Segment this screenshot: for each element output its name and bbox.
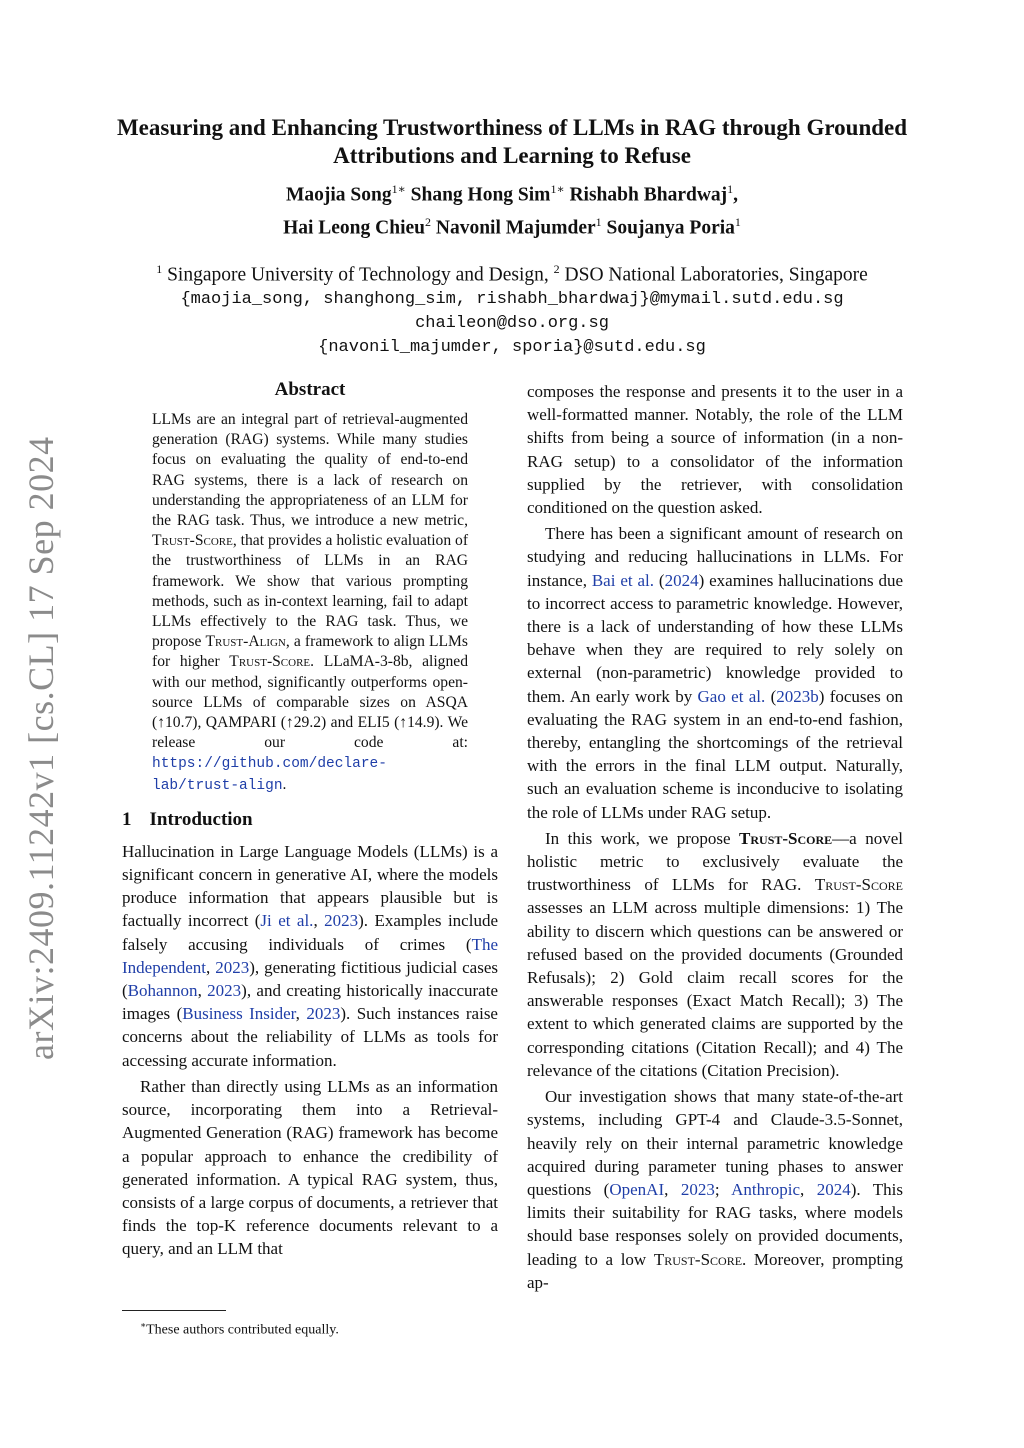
body-text: examines hallucinations due to incorrect access to parametric knowledge. However, there is a lack of understanding of how these LLMs behave when they are required to rely solely on external (non-parametric) knowledge provided to them. An early work by (527, 570, 903, 706)
footnote-text: These authors contributed equally. (146, 1322, 339, 1338)
author-name: Hai Leong Chieu (283, 217, 425, 238)
trust-score-term: Trust-Score (814, 875, 903, 895)
trust-align-term: Trust-Align (205, 633, 286, 651)
intro-paragraph-2: Rather than directly using LLMs as an information source, incorporating them into a Retrieval-Augmented Generation (RAG) framework has become a popular approach to enhance the credibility of generated information. A typical RAG system, thus, consists of a large corpus of documents, a retriever that finds the top-K reference documents relevant to a query, and an LLM that (122, 1076, 498, 1259)
paper-header (110, 114, 914, 360)
citation-link[interactable]: Anthropic (731, 1179, 801, 1199)
right-paragraph-4: Our investigation shows that many state-of-the-art systems, including GPT-4 and Claude-3.5-Sonnet, heavily rely on their internal parametric knowledge acquired during parameter tuning phases to answer questions (OpenAI, 2023; Anthropic, 2024). This limits their suitability for RAG tasks, where models should base responses solely on provided documents, leading to a low Trust-Score. Moreover, prompting ap- (527, 1087, 904, 1292)
body-text: —a novel holistic metric to exclusively evaluate the trustworthiness of LLMs for RAG. (527, 828, 903, 895)
affiliation-marker: 2 (553, 262, 560, 276)
body-text: ; (714, 1179, 732, 1199)
left-column (122, 378, 498, 1261)
email-line[interactable]: chaileon@dso.org.sg (415, 313, 609, 333)
abstract-text: . LLaMA-3-8b, aligned with our method, significantly outperforms open-source LLMs of comparable sizes on ASQA (↑10.7), QAMPARI (↑29.2) and ELI5 (↑14.9). We release our code at: (152, 653, 468, 752)
arxiv-identifier-stamp: arXiv:2409.11242v1 [cs.CL] 17 Sep 2024 (21, 436, 61, 1060)
trust-score-term: Trust-Score (152, 532, 233, 550)
citation-link[interactable]: Bohannon (127, 981, 198, 1001)
author-affil-marker: 1∗ (550, 182, 565, 196)
citation-link[interactable]: Ji et al. (260, 911, 314, 931)
author-line-1: Maojia Song$^{1∗}$ Shang Hong Sim$^{1∗}$ Rishabh Bhardwaj$^1$, (285, 182, 739, 206)
body-text: ), and creating historically inaccurate images ( (122, 981, 498, 1024)
intro-paragraph-1: Hallucination in Large Language Models (LLMs) is a significant concern in generative AI, where the models produce information that appears plausible but is factually incorrect (Ji et al., 2023). Examples include falsely accusing individuals of crimes (The Independent, 2023), generating fictitious judicial cases (Bohannon, 2023), and creating historically inaccurate images (Business Insider, 2023). Such instances raise concerns about the reliability of LLMs as tools for accessing accurate information. (122, 841, 498, 1070)
citation-link[interactable]: The Independent (122, 934, 498, 977)
abstract-text: , that provides a holistic evaluation of the trustworthiness of LLMs in an RAG framework. We show that various prompting methods, such as in-context learning, fail to adapt LLMs effectively to the RAG task. Thus, we propose (152, 532, 469, 651)
body-text: Our investigation shows that many state-of-the-art systems, including GPT-4 and Claude-3.5-Sonnet, heavily rely on their internal parametric knowledge acquired during parameter tuning phases to answer questions ( (527, 1087, 903, 1199)
body-text: There has been a significant amount of research on studying and reducing hallucinations in LLMs. For instance, (527, 524, 903, 590)
affiliation-name: Singapore University of Technology and Design, (167, 264, 549, 286)
section-heading-introduction (122, 808, 498, 832)
author-affil-marker: 1 (727, 182, 734, 196)
author-name: Rishabh Bhardwaj (569, 184, 728, 206)
author-affil-marker: 2 (425, 214, 431, 229)
body-text: ). This limits their suitability for RAG tasks, where models should base responses solely on provided documents, leading to a low (527, 1179, 904, 1269)
footnote (140, 1316, 339, 1340)
author-affil-marker: 1 (734, 214, 741, 229)
section-title: Introduction (149, 808, 253, 830)
abstract-heading: Abstract (274, 379, 346, 400)
code-repo-link[interactable]: https://github.com/declare-lab/trust-align (152, 756, 387, 794)
affiliation-name: DSO National Laboratories, Singapore (564, 264, 868, 286)
citation-link[interactable]: Bai et al. (591, 570, 655, 590)
paper-title: Measuring and Enhancing Trustworthiness of LLMs in RAG through Grounded Attributions and Learning to Refuse (116, 115, 908, 168)
citation-year-link[interactable]: 2023 (324, 911, 359, 931)
trust-score-term: Trust-Score (653, 1249, 743, 1269)
citation-year-link[interactable]: 2023b (776, 686, 819, 706)
citation-year-link[interactable]: 2023 (680, 1179, 715, 1199)
footnote-marker: ∗ (140, 1320, 147, 1330)
citation-year-link[interactable]: 2024 (664, 570, 699, 590)
body-text: ). Such instances raise concerns about the reliability of LLMs as tools for accessing accurate information. (122, 1004, 498, 1070)
trust-score-term: Trust-Score (229, 653, 311, 671)
abstract-text: , a framework to align LLMs for higher (152, 633, 468, 671)
author-name: Maojia Song (285, 184, 392, 206)
citation-year-link[interactable]: 2023 (207, 981, 242, 1001)
abstract-text: LLMs are an integral part of retrieval-augmented generation (RAG) systems. While many studies focus on evaluating the quality of end-to-end RAG systems, there is a lack of research on understanding the appropriateness of an LLM for the RAG task. Thus, we introduce a new metric, (152, 411, 468, 530)
trust-score-term: Trust-Score (739, 828, 833, 848)
author-affil-marker: 1 (595, 214, 602, 229)
author-affil-marker: 1∗ (391, 182, 406, 196)
body-text: focuses on evaluating the RAG system in an end-to-end fashion, thereby, entangling the shortcomings of the retrieval with the errors in the final LLM output. Naturally, such an evaluation scheme is inconducive to isolating the role of LLMs under RAG setup. (527, 686, 904, 822)
affiliation-marker: 1 (156, 262, 163, 276)
citation-link[interactable]: OpenAI (609, 1179, 665, 1199)
right-paragraph-2: There has been a significant amount of research on studying and reducing hallucinations in LLMs. For instance, Bai et al. (2024) examines hallucinations due to incorrect access to parametric knowledge. However, there is a lack of understanding of how these LLMs behave when they are required to rely solely on external (non-parametric) knowledge provided to them. An early work by Gao et al. (2023b) focuses on evaluating the RAG system in an end-to-end fashion, thereby, entangling the shortcomings of the retrieval with the errors in the final LLM output. Naturally, such an evaluation scheme is inconducive to isolating the role of LLMs under RAG setup. (527, 524, 904, 822)
abstract-text: . (282, 775, 287, 793)
citation-year-link[interactable]: 2023 (215, 957, 250, 977)
author-name: Shang Hong Sim (410, 184, 551, 206)
citation-link[interactable]: Business Insider (182, 1004, 296, 1024)
citation-year-link[interactable]: 2023 (306, 1004, 341, 1024)
abstract-body (152, 410, 468, 796)
affiliations (110, 257, 914, 288)
footnote-divider (122, 1310, 226, 1311)
body-text: ), generating fictitious judicial cases ( (122, 957, 498, 1001)
email-line[interactable]: {maojia_song, shanghong_sim, rishabh_bhardwaj}@mymail.sutd.edu.sg (180, 289, 844, 309)
author-line-2 (110, 209, 914, 242)
section-number: 1 (122, 808, 132, 830)
email-line[interactable]: {navonil_majumder, sporia}@sutd.edu.sg (318, 337, 706, 357)
body-text: . Moreover, prompting ap- (527, 1249, 903, 1292)
author-name: Soujanya Poria (606, 217, 735, 238)
body-text: ). Examples include falsely accusing individuals of crimes ( (122, 911, 498, 954)
body-text: In this work, we propose (545, 828, 740, 848)
right-paragraph-3 (527, 827, 903, 1082)
body-text: Hallucination in Large Language Models (LLMs) is a significant concern in generative AI, where the models produce information that appears plausible but is factually incorrect ( (122, 841, 498, 931)
right-paragraph-1: composes the response and presents it to the user in a well-formatted manner. Notably, the role of the LLM shifts from being a source of information (in a non-RAG setup) to a consolidator of the information supplied by the retriever, with consolidation conditioned on the question asked. (527, 382, 903, 518)
body-text: assesses an LLM across multiple dimensions: 1) The ability to discern which questions can be answered or refused based on the provided documents (Grounded Refusals); 2) Gold claim recall scores for the answerable responses (Exact Match Recall); 3) The extent to which generated claims are supported by the corresponding citations (Citation Recall); and 4) The relevance of the citations (Citation Precision). (527, 898, 903, 1080)
right-column (527, 380, 903, 1294)
citation-year-link[interactable]: 2024 (816, 1179, 851, 1199)
citation-link[interactable]: Gao et al. (697, 686, 766, 706)
author-name: Navonil Majumder (435, 217, 596, 238)
